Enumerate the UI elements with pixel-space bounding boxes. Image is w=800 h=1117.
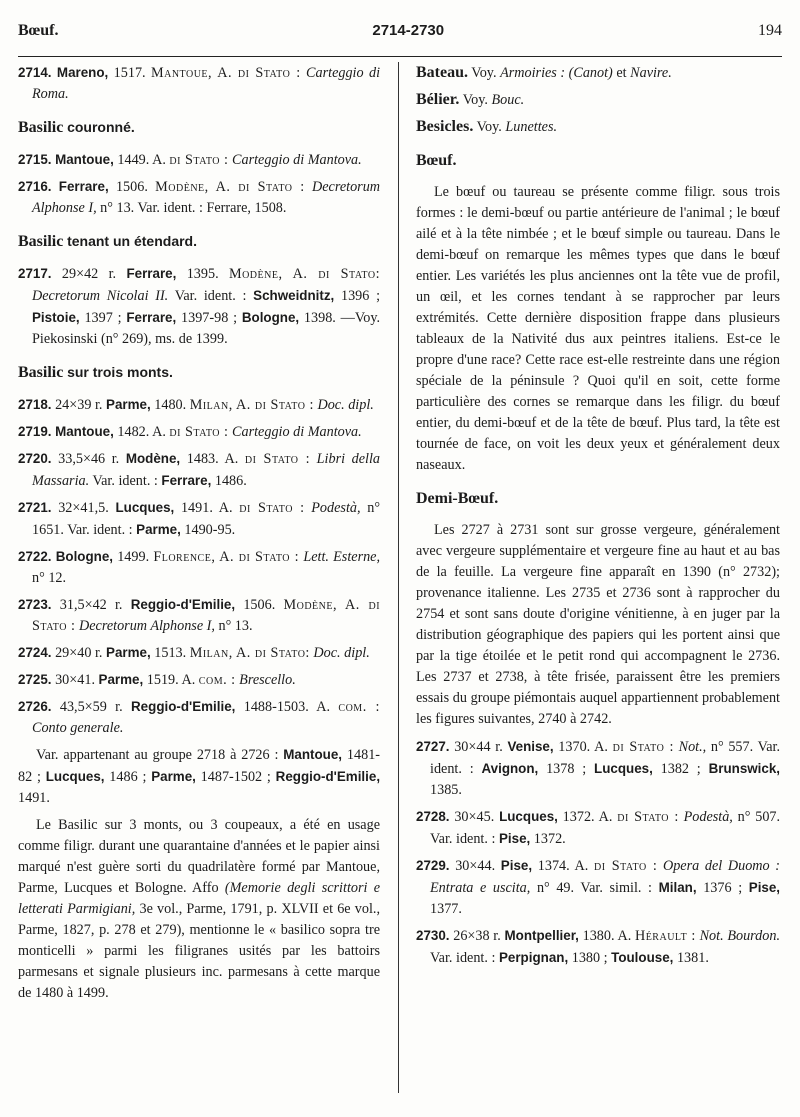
- variant-place: Parme,: [151, 769, 196, 784]
- entry-number: 2724.: [18, 645, 52, 660]
- header-rule: [18, 56, 782, 57]
- xref-voy: Voy.: [471, 65, 497, 81]
- entry-year: 1480.: [154, 397, 187, 413]
- entry-year: 1491. A.: [180, 500, 233, 516]
- entry-dimensions: 29×42 r.: [61, 266, 117, 282]
- entry-archive: Modène, A. di Stato:: [228, 266, 381, 282]
- section-heading-basilic-couronne: [18, 117, 380, 139]
- entry-number: 2719.: [18, 424, 52, 439]
- entry-dimensions: 29×40 r.: [55, 645, 103, 661]
- variant-place: Toulouse,: [611, 950, 674, 965]
- variant-year: 1397-98 ;: [181, 310, 238, 326]
- paragraph-text: Var. appartenant au groupe 2718 à 2726 :: [36, 747, 279, 763]
- entry-number: 2715.: [18, 152, 52, 167]
- entry-archive: di Stato :: [239, 500, 305, 516]
- variant-place: Bologne,: [241, 310, 300, 325]
- entry-source: Carteggio di Roma.: [32, 65, 381, 102]
- entry-source: Conto generale.: [32, 720, 124, 736]
- heading-bold: Basilic: [18, 233, 64, 250]
- variant-place: Avignon,: [481, 761, 539, 776]
- entry-variant: Var. ident. :: [92, 473, 158, 489]
- entry-source: Doc. dipl.: [313, 645, 370, 661]
- right-column: [416, 62, 780, 1097]
- entry-dimensions: 24×39 r.: [55, 397, 103, 413]
- section-heading-demi-boeuf: [416, 488, 780, 510]
- entry-source: Opera del Duomo : Entrata e uscita,: [430, 858, 781, 896]
- entry-year: 1372. A.: [562, 809, 613, 825]
- entry-year: 1513.: [154, 645, 187, 661]
- entry-number: 2725.: [18, 672, 52, 687]
- variant-place: Ferrare,: [161, 473, 212, 488]
- entry-2720: [18, 448, 380, 492]
- paragraph-text: 3e vol., Parme, 1791, p. XLVII et 6e vol., Parme, 1827, p. 278 et 279), mentionne le « basilico sopra tre monticelli » parmi les filigranes usités par les battoirs parmesans et signale plusieurs inc. parmesans à cette marque de 1480 à 1499.: [18, 901, 381, 1001]
- entry-place: Mareno,: [56, 65, 109, 80]
- xref-target: Armoiries : (Canot): [500, 65, 613, 81]
- variant-year: 1378 ;: [546, 761, 587, 777]
- variant-year: 1481-82 ;: [18, 747, 381, 785]
- variant-place: Pise,: [748, 880, 781, 895]
- entry-number: 2720.: [18, 451, 52, 466]
- entry-place: Lucques,: [499, 809, 558, 824]
- entry-source: Decretorum Nicolai II.: [32, 288, 169, 304]
- entry-number: 2728.: [416, 809, 450, 824]
- xref-target: Lunettes.: [505, 119, 558, 135]
- variant-place: Milan,: [658, 880, 697, 895]
- entry-year: 1506.: [115, 179, 148, 195]
- entry-2715: [18, 149, 380, 171]
- variant-year: 1487-1502 ;: [200, 769, 271, 785]
- entry-number: 2716.: [18, 179, 52, 194]
- entry-archive: di Stato :: [612, 739, 674, 755]
- entry-year: 1506.: [243, 597, 276, 613]
- entry-place: Lucques,: [115, 500, 175, 515]
- variant-place: Reggio-d'Emilie,: [275, 769, 381, 784]
- entry-archive: com. :: [198, 672, 236, 688]
- entry-tail: n° 1651. Var. ident. :: [32, 500, 380, 538]
- entry-archive: Hérault :: [634, 928, 696, 944]
- basilic-commentary-paragraph: [18, 815, 380, 1004]
- entry-dimensions: 30×41.: [55, 672, 95, 688]
- heading-bold: Bœuf.: [416, 152, 457, 169]
- heading-bold: Basilic: [18, 119, 64, 136]
- xref-besicles: [416, 116, 780, 138]
- variant-year: 1486.: [214, 473, 247, 489]
- entry-archive: di Stato :: [169, 152, 229, 168]
- variant-year: 1372.: [533, 831, 566, 847]
- xref-target: Navire.: [630, 65, 672, 81]
- entry-year: 1395.: [186, 266, 219, 282]
- entry-place: Reggio-d'Emilie,: [131, 699, 236, 714]
- entry-source: Not. Bourdon.: [699, 928, 781, 944]
- column-divider: [398, 62, 399, 1093]
- entry-place: Bologne,: [55, 549, 113, 564]
- entry-number: 2727.: [416, 739, 450, 754]
- running-head-range: 2714-2730: [372, 22, 445, 39]
- entry-tail: n° 13. Var. ident. : Ferrare, 1508.: [100, 200, 287, 216]
- entry-archive: di Stato :: [244, 451, 311, 467]
- entry-archive: di Stato :: [594, 858, 658, 874]
- entry-archive: Florence, A. di Stato :: [153, 549, 300, 565]
- entry-source: Decretorum Alphonse I,: [32, 179, 381, 216]
- entry-year: 1499.: [117, 549, 150, 565]
- entry-year: 1517.: [113, 65, 146, 81]
- xref-term: Bateau.: [416, 64, 468, 81]
- entry-2716: [18, 176, 380, 219]
- entry-2717: [18, 263, 380, 350]
- entry-2724: [18, 642, 380, 664]
- variant-place: Lucques,: [45, 769, 105, 784]
- variant-year: 1486 ;: [109, 769, 147, 785]
- xref-target: Bouc.: [491, 92, 525, 108]
- variant-place: Parme,: [136, 522, 181, 537]
- entry-number: 2714.: [18, 65, 52, 80]
- entry-place: Parme,: [98, 672, 144, 687]
- entry-dimensions: 30×45.: [454, 809, 495, 825]
- entry-dimensions: 30×44.: [455, 858, 496, 874]
- entry-number: 2721.: [18, 500, 52, 515]
- entry-archive: com. :: [338, 699, 381, 715]
- entry-place: Mantoue,: [55, 152, 114, 167]
- variant-year: 1381.: [676, 950, 709, 966]
- xref-bateau: [416, 62, 780, 84]
- entry-2730: [416, 925, 780, 969]
- entry-source: Carteggio di Mantova.: [232, 152, 362, 168]
- variant-place: Pistoie,: [32, 310, 80, 325]
- variant-place: Brunswick,: [708, 761, 781, 776]
- entry-number: 2722.: [18, 549, 52, 564]
- section-heading-boeuf: [416, 150, 780, 172]
- entry-tail: n° 12.: [32, 570, 67, 586]
- entry-2714: [18, 62, 380, 105]
- entry-archive: Milan, A. di Stato:: [189, 645, 310, 661]
- entry-archive: Modène, A. di Stato :: [32, 597, 381, 634]
- variant-year: 1377.: [430, 901, 462, 917]
- section-heading-basilic-trois-monts: [18, 362, 380, 384]
- variant-group-paragraph: [18, 744, 380, 809]
- variant-year: 1376 ;: [703, 880, 743, 896]
- entry-number: 2730.: [416, 928, 450, 943]
- variant-year: 1397 ;: [84, 310, 122, 326]
- entry-dimensions: 31,5×42 r.: [59, 597, 123, 613]
- entry-2719: [18, 421, 380, 443]
- entry-2722: [18, 546, 380, 589]
- variant-place: Ferrare,: [126, 310, 177, 325]
- entry-year: 1374. A.: [537, 858, 589, 874]
- xref-voy: Voy.: [476, 119, 502, 135]
- entry-place: Venise,: [507, 739, 554, 754]
- variant-place: Schweidnitz,: [253, 288, 335, 303]
- xref-term: Bélier.: [416, 91, 460, 108]
- entry-source: Podestà,: [311, 500, 361, 516]
- xref-term: Besicles.: [416, 118, 474, 135]
- variant-year: 1490-95.: [184, 522, 236, 538]
- variant-place: Perpignan,: [498, 950, 569, 965]
- xref-voy: Voy.: [462, 92, 488, 108]
- paragraph-text: Le Basilic sur 3 monts, ou 3 coupeaux, a été en usage comme filigr. durant une quarantaine d'années et le papier ainsi marqué n'est guère sorti du quadrilatère formé par Mantoue, Parme, Lucques et Bologne. Affo: [18, 817, 380, 896]
- entry-archive: Milan, A. di Stato :: [189, 397, 314, 413]
- page-number: 194: [758, 22, 782, 39]
- xref-conj: et: [616, 65, 627, 81]
- entry-source: Carteggio di Mantova.: [232, 424, 362, 440]
- entry-tail: n° 557. Var. ident. :: [430, 739, 781, 777]
- entry-number: 2729.: [416, 858, 450, 873]
- entry-dimensions: 33,5×46 r.: [58, 451, 120, 467]
- variant-year: 1396 ;: [340, 288, 381, 304]
- heading-bold: Demi-Bœuf.: [416, 490, 499, 507]
- entry-tail: Var. ident. :: [430, 950, 496, 966]
- variant-year: 1380 ;: [571, 950, 608, 966]
- section-heading-basilic-etendard: [18, 231, 380, 253]
- entry-place: Parme,: [106, 645, 151, 660]
- entry-archive: di Stato :: [169, 424, 229, 440]
- variant-year: 1382 ;: [660, 761, 701, 777]
- entry-2725: [18, 669, 380, 691]
- entry-2728: [416, 806, 780, 850]
- entry-number: 2718.: [18, 397, 52, 412]
- entry-dimensions: 32×41,5.: [58, 500, 109, 516]
- entry-dimensions: 43,5×59 r.: [59, 699, 123, 715]
- entry-dimensions: 26×38 r.: [453, 928, 501, 944]
- heading-rest: couronné.: [67, 119, 135, 135]
- running-head-left: Bœuf.: [18, 22, 59, 39]
- entry-dimensions: 30×44 r.: [454, 739, 503, 755]
- entry-2727: [416, 736, 780, 801]
- heading-rest: tenant un étendard.: [67, 233, 197, 249]
- entry-year: 1449. A.: [117, 152, 166, 168]
- entry-number: 2717.: [18, 266, 52, 281]
- entry-year: 1519. A.: [146, 672, 196, 688]
- entry-tail: n° 507. Var. ident. :: [430, 809, 781, 847]
- entry-source: Podestà,: [683, 809, 733, 825]
- entry-2726: [18, 696, 380, 739]
- entry-year: 1380. A.: [582, 928, 632, 944]
- entry-tail: n° 49. Var. simil. :: [536, 880, 652, 896]
- variant-year: 1385.: [430, 782, 462, 798]
- variant-year: 1491.: [18, 790, 50, 806]
- entry-year: 1482. A.: [117, 424, 166, 440]
- entry-tail: n° 13.: [218, 618, 253, 634]
- entry-place: Parme,: [106, 397, 151, 412]
- left-column: [18, 62, 380, 1097]
- variant-year: 1398. —Voy. Piekosinski (n° 269), ms. de 1399.: [32, 310, 381, 347]
- entry-source: Doc. dipl.: [317, 397, 374, 413]
- entry-place: Montpellier,: [504, 928, 579, 943]
- entry-archive: di Stato :: [617, 809, 679, 825]
- entry-year: 1483. A.: [186, 451, 239, 467]
- demi-boeuf-paragraph: Les 2727 à 2731 sont sur grosse vergeure, généralement avec vergeure supplémentaire et vergeure fine au haut et au bas de la feuille. La vergeure fine apparaît en 1390 (n° 2732); provenance italienne. Les 2735 et 2736 sont à rapprocher du 2754 et sont sans doute d'origine vénitienne, à en juger par la distribution géographique des papiers qui les portent ainsi que par la tige étoilée et le petit rond qui accompagnent le 2736. Les 2737 et 2738, à tête frisée, paraissent être les premiers essais du groupe piémontais auquel appartiennent probablement les figures suivantes, 2740 à 2742.: [416, 522, 780, 727]
- entry-archive: Mantoue, A. di Stato :: [151, 65, 301, 81]
- entry-place: Pise,: [500, 858, 533, 873]
- heading-bold: Basilic: [18, 364, 64, 381]
- entry-number: 2726.: [18, 699, 52, 714]
- entry-year: 1488-1503. A.: [243, 699, 331, 715]
- entry-2729: [416, 855, 780, 920]
- entry-2721: [18, 497, 380, 541]
- heading-rest: sur trois monts.: [67, 364, 173, 380]
- entry-place: Ferrare,: [126, 266, 177, 281]
- page-header: [18, 22, 782, 50]
- entry-place: Reggio-d'Emilie,: [130, 597, 236, 612]
- entry-number: 2723.: [18, 597, 52, 612]
- entry-source: Not.,: [678, 739, 707, 755]
- entry-source: Brescello.: [239, 672, 296, 688]
- entry-2718: [18, 394, 380, 416]
- entry-variant: Var. ident. :: [174, 288, 247, 304]
- entry-year: 1370. A.: [558, 739, 608, 755]
- entry-place: Mantoue,: [55, 424, 114, 439]
- variant-place: Lucques,: [594, 761, 653, 776]
- entry-archive: Modène, A. di Stato :: [155, 179, 305, 195]
- entry-place: Modène,: [125, 451, 181, 466]
- entry-source: Lett. Esterne,: [303, 549, 381, 565]
- xref-belier: [416, 89, 780, 111]
- variant-place: Pise,: [498, 831, 531, 846]
- entry-place: Ferrare,: [58, 179, 109, 194]
- boeuf-paragraph: Le bœuf ou taureau se présente comme filigr. sous trois formes : le demi-bœuf ou partie antérieure de l'animal ; le bœuf ailé et à la tête nimbée ; et le bœuf simple ou taureau. Dans le demi-bœuf on remarque les mêmes types que dans le bœuf entier. Les variétés les plus anciennes ont la tête vue de profil, un œil, et les cornes tendant à se rapprocher par leurs extrémités. Cette dernière disposition frappe dans plusieurs tableaux de la Nativité dus aux peintres italiens. Est-ce le propre d'une race? Cette race est-elle restreinte dans une région spéciale de la péninsule ? Quoi qu'il en soit, cette forme particulière des cornes se remarque dans les filigr. du bœuf entier, du demi-bœuf et de la tête de bœuf. Plus tard, la tête est tournée de face, on voit les deux yeux et généralement deux naseaux.: [416, 184, 780, 473]
- paragraph-citation: (Memorie degli scrittori e letterati Parmigiani,: [18, 880, 381, 917]
- entry-2723: [18, 594, 380, 637]
- entry-source: Decretorum Alphonse I,: [79, 618, 215, 634]
- entry-source: Libri della Massaria.: [32, 451, 381, 489]
- variant-place: Mantoue,: [283, 747, 343, 762]
